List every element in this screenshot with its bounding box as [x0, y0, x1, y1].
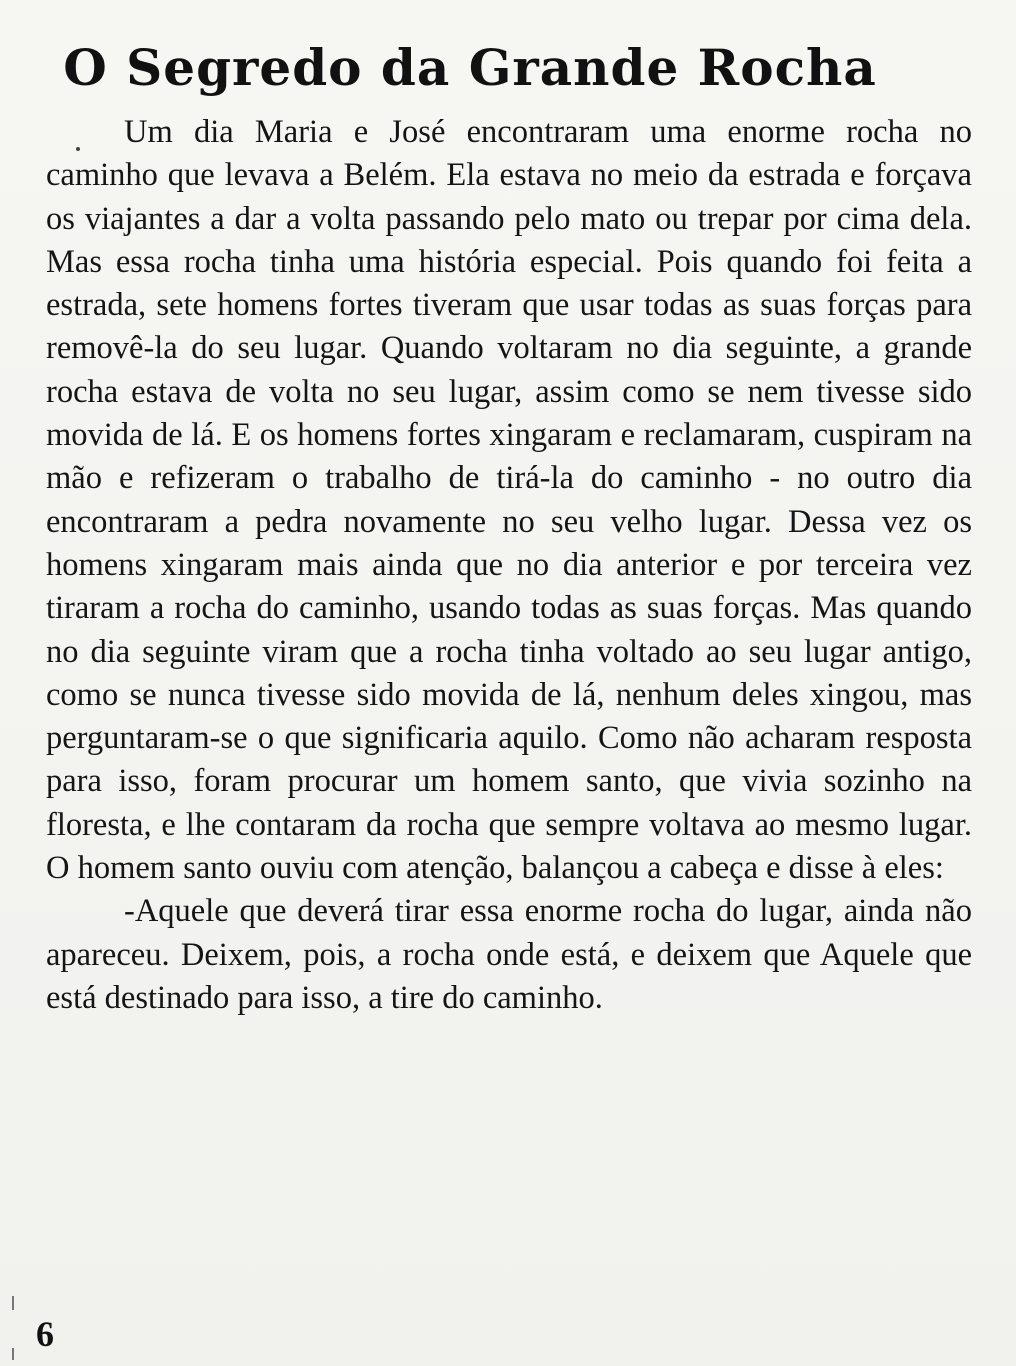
scan-speck — [76, 147, 80, 151]
story-paragraph-1: Um dia Maria e José encontraram uma enorme rocha no caminho que levava a Belém. Ela estava no meio da estrada e forçava os viajantes a dar a volta passando pelo mato ou trepar por cima dela. Mas essa rocha tinha uma história especial. Pois quando foi feita a estrada, sete homens fortes tiveram que usar todas as suas forças para removê-la do seu lugar. Quando voltaram no dia seguinte, a grande rocha estava de volta no seu lugar, assim como se nem tivesse sido movida de lá. E os homens fortes xingaram e reclamaram, cuspiram na mão e refizeram o trabalho de tirá-la do caminho - no outro dia encontraram a pedra novamente no seu velho lugar. Dessa vez os homens xingaram mais ainda que no dia anterior e por terceira vez tiraram a rocha do caminho, usando todas as suas forças. Mas quando no dia seguinte viram que a rocha tinha voltado ao seu lugar antigo, como se nunca tivesse sido movida de lá, nenhum deles xingou, mas perguntaram-se o que significaria aquilo. Como não acharam resposta para isso, foram procurar um homem santo, que vivia sozinho na floresta, e lhe contaram da rocha que sempre voltava ao mesmo lugar. O homem santo ouviu com atenção, balançou a cabeça e disse à eles: — [46, 114, 972, 887]
scan-edge-mark — [12, 1296, 14, 1310]
scan-edge-mark — [12, 1348, 14, 1360]
page-title: O Segredo da Grande Rocha — [63, 37, 877, 97]
page-number: 6 — [36, 1314, 54, 1354]
story-paragraph-2: -Aquele que deverá tirar essa enorme rocha do lugar, ainda não apareceu. Deixem, pois, a rocha onde está, e deixem que Aquele que está destinado para isso, a tire do caminho. — [46, 893, 972, 1016]
story-body — [46, 111, 972, 1020]
